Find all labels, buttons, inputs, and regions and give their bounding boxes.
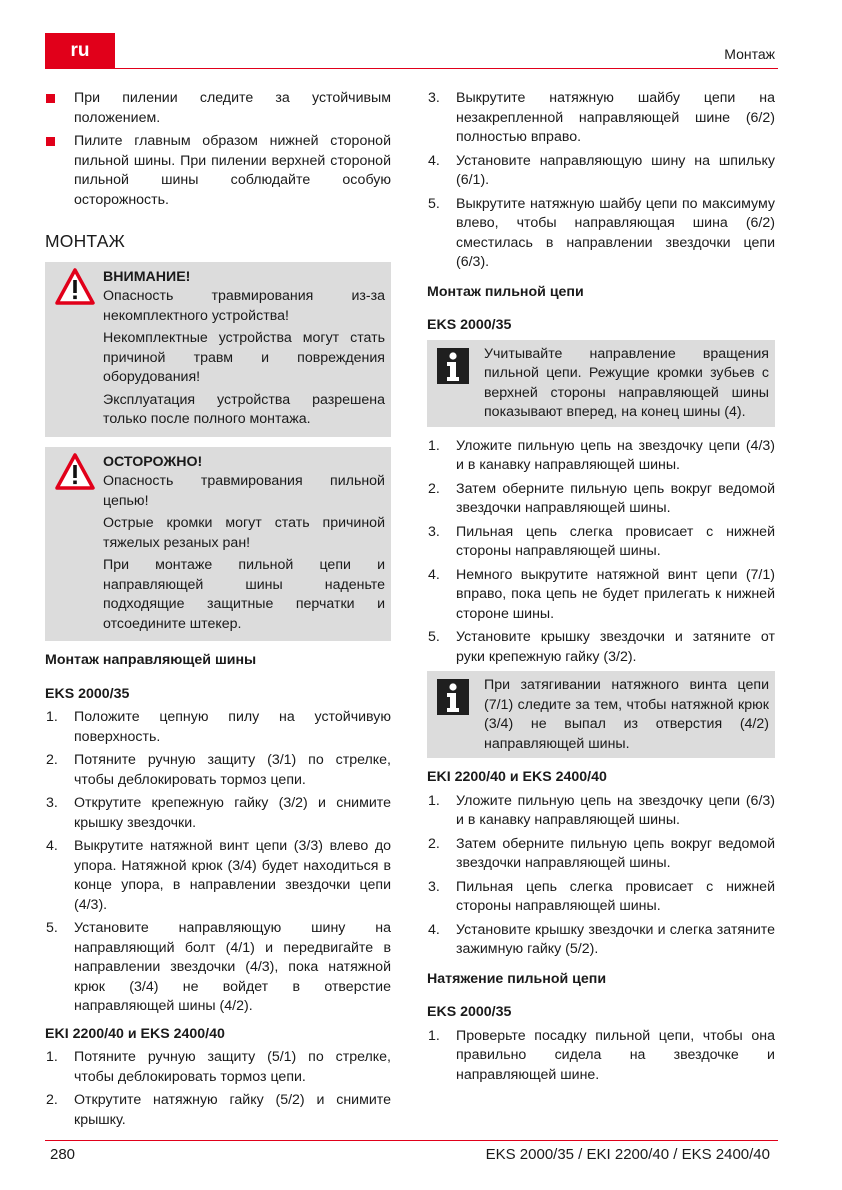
- step-item: 3. Выкрутите натяжную шайбу цепи на незакрепленной направляющей шине (6/2) полностью вправо.: [428, 90, 775, 145]
- model-heading: EKS 2000/35: [427, 1004, 512, 1020]
- chain-steps-eki2200: [427, 792, 775, 960]
- guide-steps-eks2000: [45, 708, 391, 1017]
- warning-box-attention: [45, 262, 391, 437]
- step-item: 5. Установите крышку звездочки и затяните от руки крепежную гайку (3/2).: [428, 629, 775, 665]
- step-item: 1. Уложите пильную цепь на звездочку цепи (6/3) и в канавку направляющей шины.: [428, 792, 775, 828]
- section-title: Монтаж: [724, 46, 775, 62]
- step-item: 3. Пильная цепь слегка провисает с нижней стороны направляющей шины.: [428, 523, 775, 559]
- model-heading: EKS 2000/35: [427, 317, 512, 333]
- step-item: 1. Проверьте посадку пильной цепи, чтобы она правильно сидела на звездочке и направляющей шине.: [428, 1027, 775, 1083]
- step-item: 1. Положите цепную пилу на устойчивую поверхность.: [46, 709, 391, 745]
- bullet-marker: [46, 94, 55, 103]
- model-heading: EKI 2200/40 и EKS 2400/40: [45, 1025, 225, 1042]
- main-heading: МОНТАЖ: [45, 231, 125, 251]
- step-item: 2. Затем оберните пильную цепь вокруг ведомой звездочки направляющей шины.: [428, 480, 775, 516]
- info-icon: [437, 348, 469, 384]
- step-item: 3. Пильная цепь слегка провисает с нижней стороны направляющей шины.: [428, 878, 775, 914]
- info-text: При затягивании натяжного винта цепи (7/1) следите за тем, чтобы натяжной крюк (3/4) не выпал из отверстия (4/2) направляющей шины.: [484, 677, 769, 752]
- warning-text: Некомплектные устройства могут стать причиной травм и повреждения оборудования!: [103, 330, 385, 385]
- guide-steps-eki2200: [45, 1048, 391, 1130]
- guide-mount-heading: Монтаж направляющей шины: [45, 652, 257, 668]
- safety-bullets: [45, 89, 391, 210]
- step-item: 5. Установите направляющую шину на направляющий болт (4/1) и передвигайте в направлении звездочки (4/3), пока натяжной крюк (3/4) не войдет в отверстие направляющей шины (4/2).: [46, 920, 391, 1014]
- left-column: [45, 89, 391, 1134]
- page-number: 280: [50, 1146, 76, 1163]
- model-heading: EKS 2000/35: [45, 685, 130, 702]
- bullet-item: Пилите главным образом нижней стороной пильной шины. При пилении верхней стороной пильной шины соблюдайте особую осторожность.: [45, 132, 391, 210]
- info-text: Учитывайте направление вращения пильной цепи. Режущие кромки зубьев с верхней стороны направляющей шины показывают вперед, на конец шины (4).: [484, 345, 769, 420]
- chain-mount-heading: Монтаж пильной цепи: [427, 283, 584, 300]
- step-item: 5. Выкрутите натяжную шайбу цепи по максимуму влево, чтобы направляющая шина (6/2) сместилась в направлении звездочки цепи (6/3).: [428, 195, 775, 270]
- header-divider: [45, 68, 778, 69]
- step-item: 1. Потяните ручную защиту (5/1) по стрелке, чтобы деблокировать тормоз цепи.: [46, 1049, 391, 1085]
- info-icon: [437, 679, 469, 715]
- warning-title: ВНИМАНИЕ!: [103, 268, 191, 285]
- bullet-item: При пилении следите за устойчивым положением.: [45, 89, 391, 128]
- warning-text: Острые кромки могут стать причиной тяжелых резаных ран!: [103, 515, 385, 551]
- warning-title: ОСТОРОЖНО!: [103, 453, 203, 470]
- step-item: 2. Потяните ручную защиту (3/1) по стрелке, чтобы деблокировать тормоз цепи.: [46, 752, 391, 788]
- warning-text: При монтаже пильной цепи и направляющей шины наденьте подходящие защитные перчатки и отсоедините штекер.: [103, 557, 385, 632]
- right-column: [427, 89, 775, 1089]
- step-item: 2. Открутите натяжную гайку (5/2) и снимите крышку.: [46, 1092, 391, 1128]
- step-item: 4. Установите крышку звездочки и слегка затяните зажимную гайку (5/2).: [428, 921, 775, 957]
- bullet-marker: [46, 137, 55, 146]
- model-heading: EKI 2200/40 и EKS 2400/40: [427, 769, 607, 785]
- footer-divider: [45, 1140, 778, 1141]
- step-item: 2. Затем оберните пильную цепь вокруг ведомой звездочки направляющей шины.: [428, 835, 775, 871]
- chain-tension-heading: Натяжение пильной цепи: [427, 970, 607, 987]
- warning-triangle-icon: [55, 268, 95, 306]
- footer-models: EKS 2000/35 / EKI 2200/40 / EKS 2400/40: [485, 1146, 770, 1163]
- warning-text: Эксплуатация устройства разрешена только после полного монтажа.: [103, 391, 385, 427]
- language-tab: ru: [45, 33, 115, 68]
- step-item: 4. Установите направляющую шину на шпильку (6/1).: [428, 152, 775, 188]
- warning-text: Опасность травмирования пильной цепью!: [103, 473, 385, 509]
- step-item: 4. Выкрутите натяжной винт цепи (3/3) влево до упора. Натяжной крюк (3/4) будет находиться в конце упора, в направлении звездочки цепи (4/3).: [46, 838, 391, 913]
- step-item: 4. Немного выкрутите натяжной винт цепи (7/1) вправо, пока цепь не будет прилегать к нижней стороне шины.: [428, 566, 775, 622]
- warning-triangle-icon: [55, 453, 95, 491]
- warning-box-caution: [45, 447, 391, 642]
- info-box-tension: [427, 671, 775, 758]
- tension-steps: [427, 1027, 775, 1086]
- info-box-rotation: [427, 340, 775, 427]
- chain-steps-eks2000: [427, 437, 775, 668]
- warning-text: Опасность травмирования из-за некомплектного устройства!: [103, 288, 385, 324]
- step-item: 1. Уложите пильную цепь на звездочку цепи (4/3) и в канавку направляющей шины.: [428, 437, 775, 473]
- step-item: 3. Открутите крепежную гайку (3/2) и снимите крышку звездочки.: [46, 795, 391, 831]
- guide-steps-continued: [427, 89, 775, 273]
